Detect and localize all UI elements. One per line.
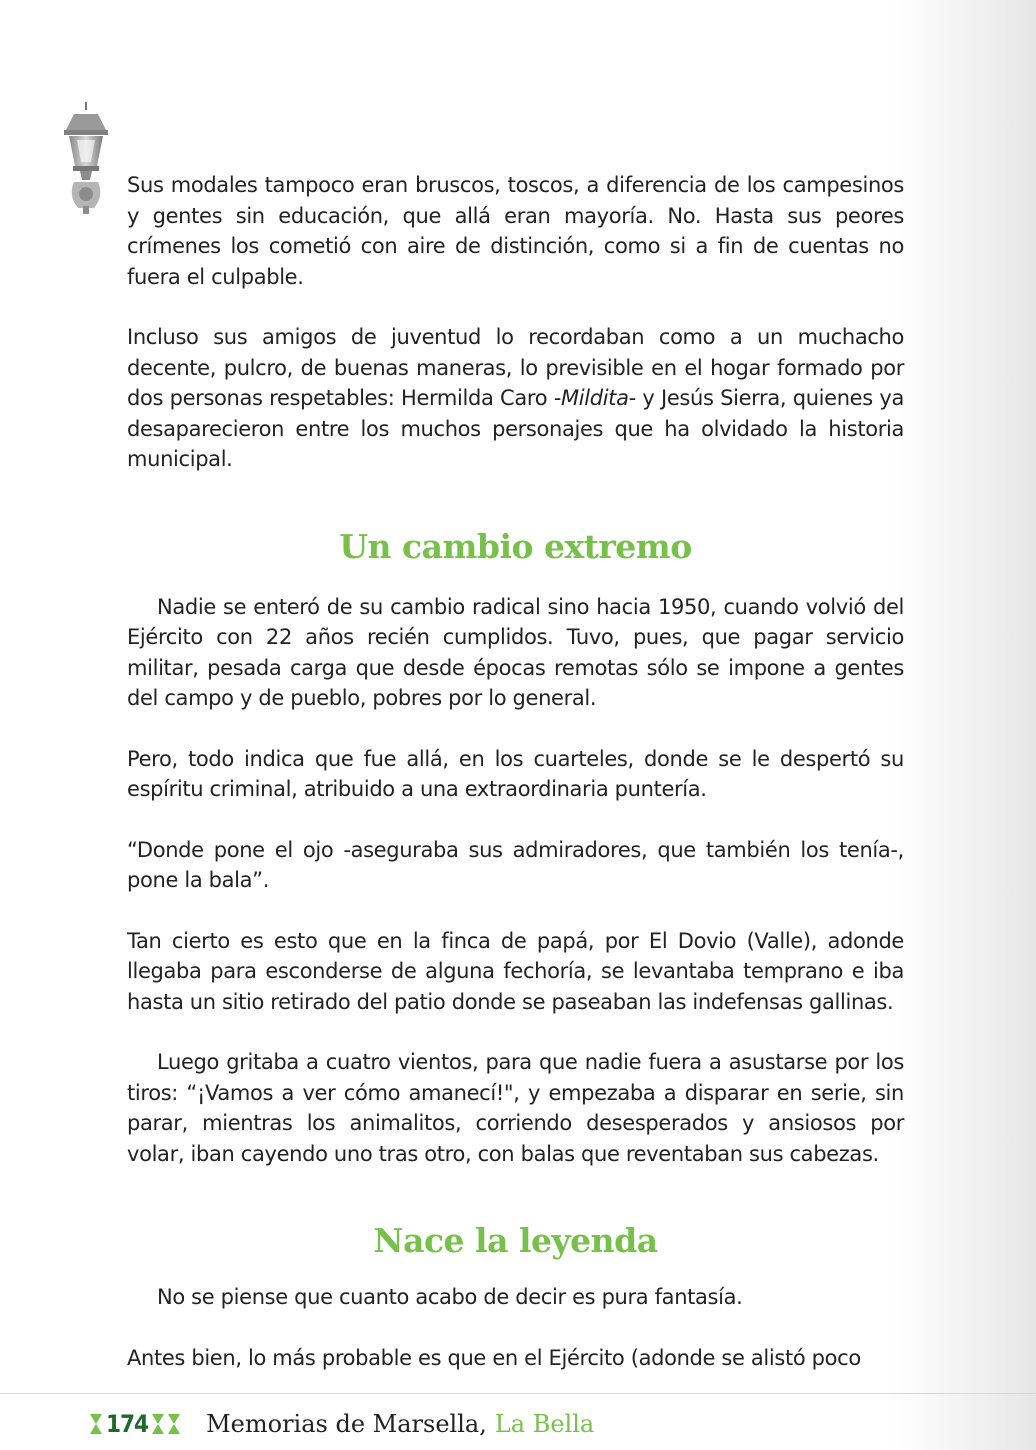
page-number: 174 [106,1410,149,1438]
paragraph: Pero, todo indica que fue allá, en los cuarteles, donde se le despertó su espíritu criminal, atribuido a una extraordinaria puntería. [127,746,904,801]
paragraph: “Donde pone el ojo -aseguraba sus admiradores, que también los tenía-, pone la bala”. [127,837,904,892]
paragraph: Tan cierto es esto que en la finca de papá, por El Dovio (Valle), adonde llegaba para esconderse de alguna fechoría, se levantaba temprano e iba hasta un sitio retirado del patio donde se paseaban las indefensas gallinas. [127,928,904,1014]
page-footer [88,1404,594,1444]
page-body [127,170,904,1373]
paragraph: No se piense que cuanto acabo de decir es pura fantasía. [157,1285,743,1309]
book-title: Memorias de Marsella, [206,1410,487,1438]
section-heading: Un cambio extremo [339,526,692,566]
hourglass-icon [166,1412,182,1436]
paragraph: Luego gritaba a cuatro vientos, para que nadie fuera a asustarse por los tiros: “¡Vamos a ver cómo amanecí!", y empezaba a disparar en serie, sin parar, mientras los animalitos, corriendo desesperados y ansiosos por volar, iban cayendo uno tras otro, con balas que reventaban sus cabezas. [127,1050,904,1166]
paragraph: Incluso sus amigos de juventud lo recordaban como a un muchacho decente, pulcro, de buenas maneras, lo previsible en el hogar formado por dos personas respetables: Hermilda Caro -Mildita- y Jesús Sierra, quienes ya desaparecieron entre los muchos personajes que ha olvidado la historia municipal. [127,325,904,471]
paragraph: Antes bien, lo más probable es que en el Ejército (adonde se alistó poco [127,1345,861,1370]
paragraph: Nadie se enteró de su cambio radical sino hacia 1950, cuando volvió del Ejército con 22 años recién cumplidos. Tuvo, pues, que pagar servicio militar, pesada carga que desde épocas remotas sólo se impone a gentes del campo y de pueblo, pobres por lo general. [127,594,904,710]
book-subtitle: La Bella [494,1410,595,1438]
italic-name: Mildita [560,386,629,410]
paragraph: Sus modales tampoco eran bruscos, toscos, a diferencia de los campesinos y gentes sin educación, que allá eran mayoría. No. Hasta sus peores crímenes los cometió con aire de distinción, como si a fin de cuentas no fuera el culpable. [127,173,904,289]
hourglass-icon [88,1412,104,1436]
section-heading: Nace la leyenda [373,1221,658,1260]
footer-divider [0,1393,1036,1394]
hourglass-icon [150,1412,166,1436]
street-lamp-icon [60,100,112,216]
